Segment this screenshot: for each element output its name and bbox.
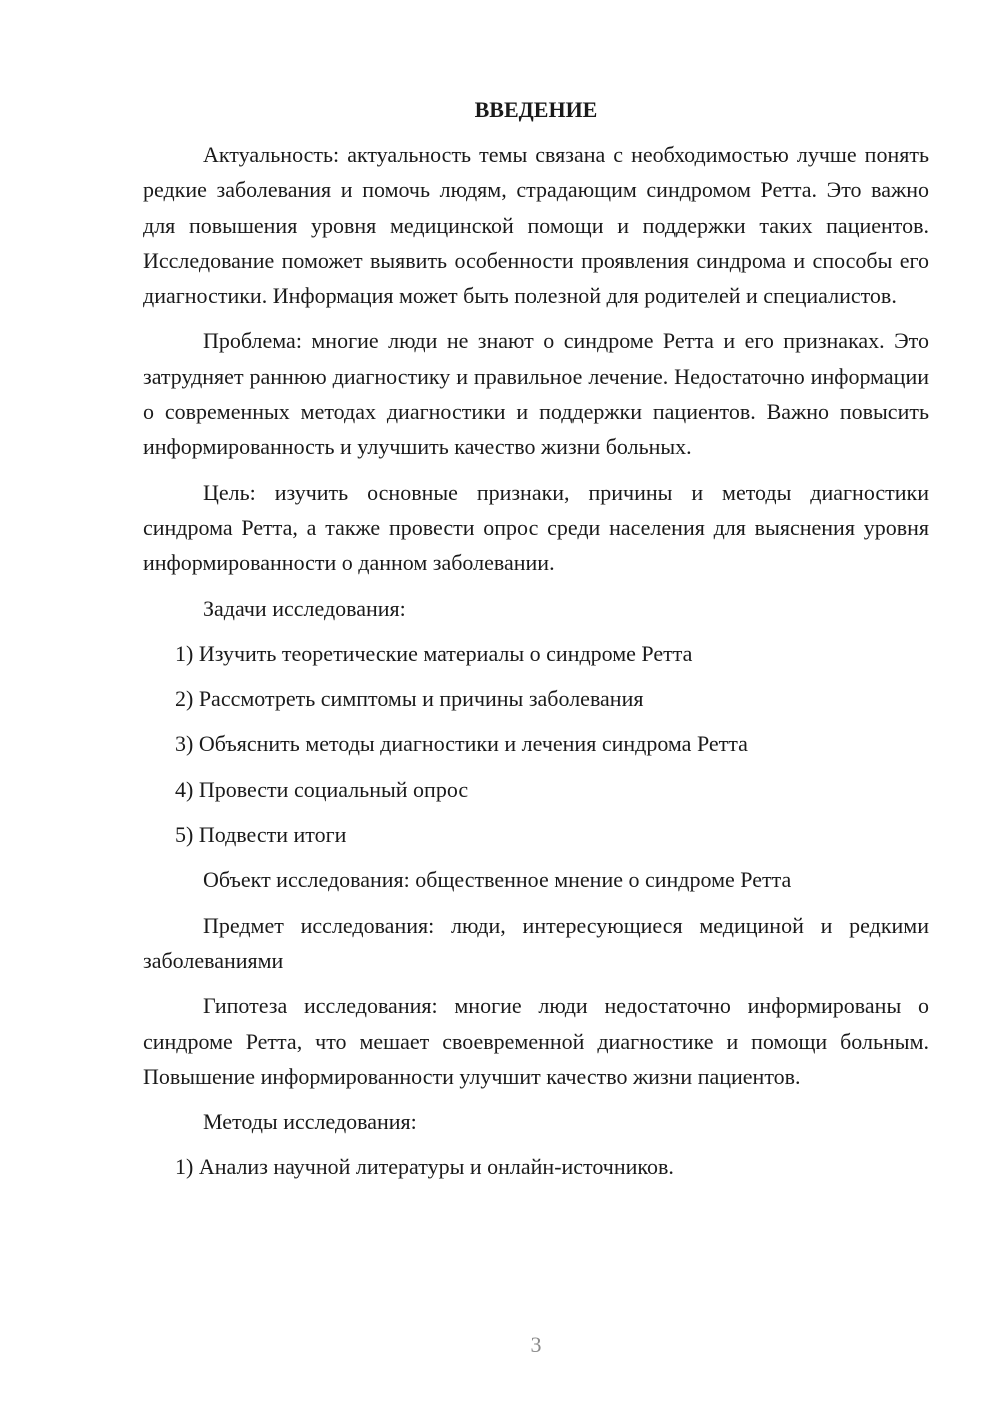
methods-heading: Методы исследования:: [203, 1109, 417, 1135]
problem-paragraph: Проблема: многие люди не знают о синдроме Ретта и его признаках. Это затрудняет раннюю диагностику и правильное лечение. Недостаточно информации о современных методах диагностики и поддержки пациентов. Важно повысить информированность и улучшить качество жизни больных.: [143, 328, 929, 460]
tasks-list: [143, 636, 929, 852]
document-page: [143, 92, 929, 1195]
subject-paragraph: Предмет исследования: люди, интересующиеся медициной и редкими заболеваниями: [143, 912, 929, 973]
hypothesis-paragraph: Гипотеза исследования: многие люди недостаточно информированы о синдроме Ретта, что мешает своевременной диагностике и помощи больным. Повышение информированности улучшит качество жизни пациентов.: [143, 993, 929, 1089]
task-item: 5) Подвести итоги: [175, 822, 347, 848]
page-number: 3: [530, 1332, 542, 1357]
object-paragraph: Объект исследования: общественное мнение о синдроме Ретта: [203, 867, 792, 893]
section-title: ВВЕДЕНИЕ: [474, 97, 598, 122]
task-item: 2) Рассмотреть симптомы и причины заболевания: [175, 686, 644, 712]
methods-list: [143, 1149, 929, 1184]
method-item: 1) Анализ научной литературы и онлайн-источников.: [175, 1154, 674, 1180]
task-item: 4) Провести социальный опрос: [175, 776, 469, 802]
goal-paragraph: Цель: изучить основные признаки, причины и методы диагностики синдрома Ретта, а также провести опрос среди населения для выяснения уровня информированности о данном заболевании.: [143, 479, 929, 576]
task-item: 3) Объяснить методы диагностики и лечения синдрома Ретта: [175, 731, 748, 757]
task-item: 1) Изучить теоретические материалы о синдроме Ретта: [175, 640, 693, 666]
relevance-paragraph: Актуальность: актуальность темы связана с необходимостью лучше понять редкие заболевания и помочь людям, страдающим синдромом Ретта. Это важно для повышения уровня медицинской помощи и поддержки таких пациентов. Исследование поможет выявить особенности проявления синдрома и способы его диагностики. Информация может быть полезной для родителей и специалистов.: [143, 142, 929, 309]
tasks-heading: Задачи исследования:: [203, 595, 406, 621]
